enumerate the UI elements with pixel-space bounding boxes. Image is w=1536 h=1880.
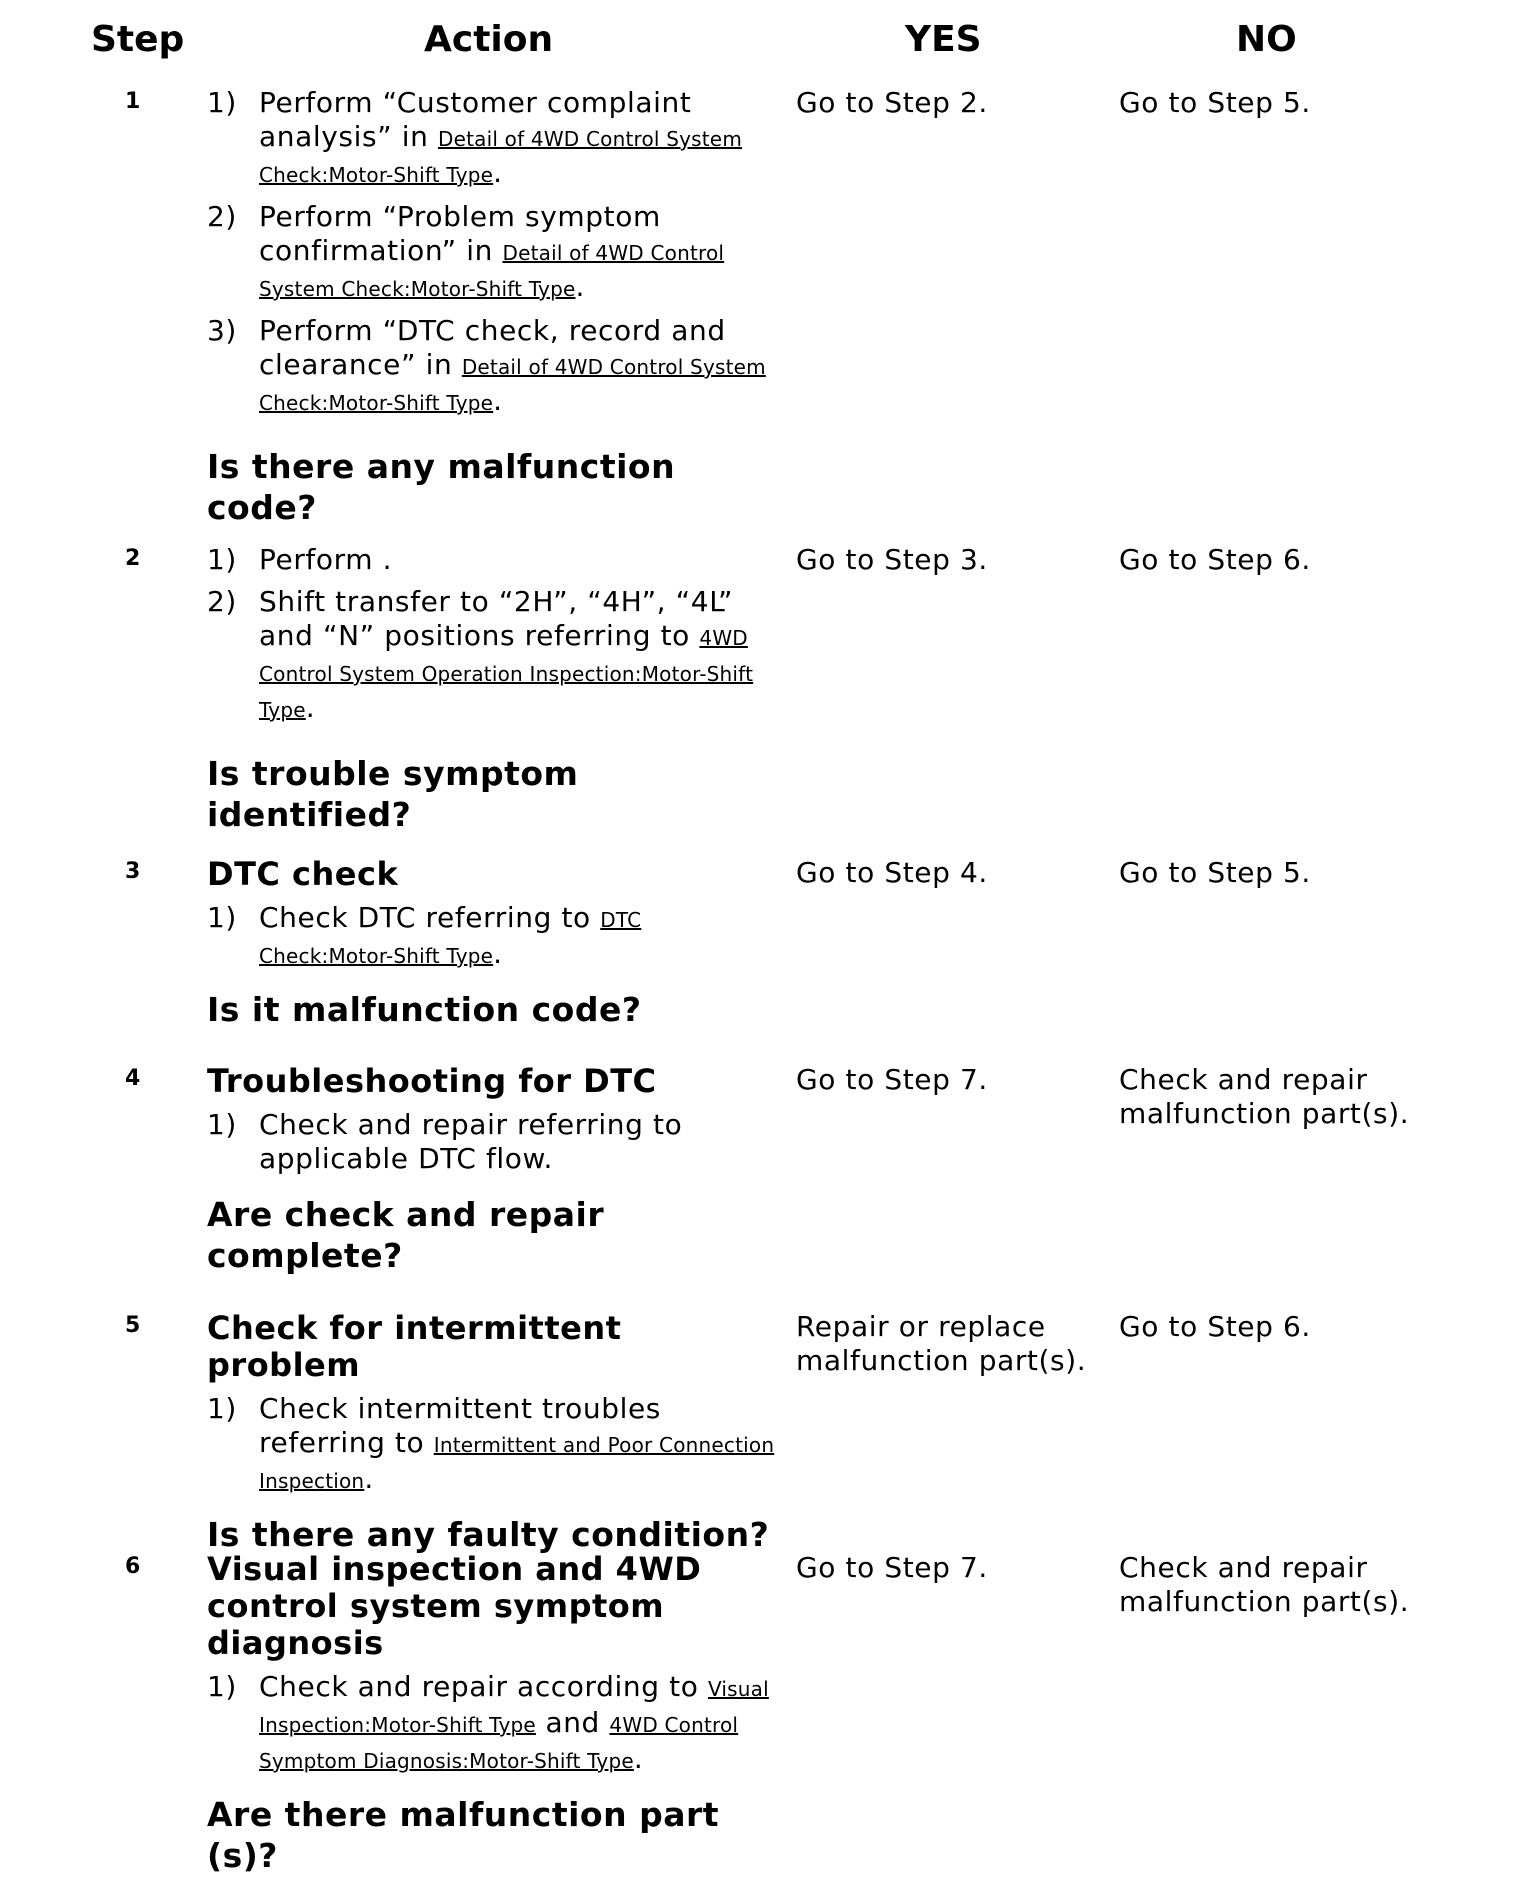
action-list xyxy=(207,901,782,973)
item-text: Check DTC referring to xyxy=(259,901,601,934)
no-cell: Go to Step 5. xyxy=(1119,856,1311,889)
item-suffix: . xyxy=(305,691,316,724)
step-number: 2 xyxy=(125,546,141,571)
item-text: Perform “Customer complaint analysis” in xyxy=(259,86,692,153)
yes-cell: Go to Step 7. xyxy=(796,1551,988,1584)
action-item xyxy=(207,585,782,727)
action-item xyxy=(207,1670,782,1778)
item-text: Shift transfer to “2H”, “4H”, “4L” and “N” positions referring to xyxy=(259,585,734,652)
item-suffix: . xyxy=(493,156,503,189)
item-number: 1) xyxy=(207,543,237,576)
item-text: Perform . xyxy=(259,543,393,576)
item-text: Perform “DTC check, record and clearance” in xyxy=(259,314,726,381)
procedure-link[interactable]: DTC Check:Motor-Shift Type xyxy=(259,908,642,968)
step-title: Troubleshooting for DTC xyxy=(207,1062,657,1100)
item-suffix: . xyxy=(493,384,503,417)
action-cell xyxy=(207,86,782,528)
item-suffix: . xyxy=(575,270,585,303)
step-title: Visual inspection and 4WD control system symptom diagnosis xyxy=(207,1550,702,1662)
header-yes: YES xyxy=(905,19,982,60)
action-item xyxy=(207,1392,782,1498)
header-action: Action xyxy=(424,19,554,60)
item-number: 1) xyxy=(207,901,237,934)
item-number: 3) xyxy=(207,314,237,347)
action-list xyxy=(207,543,782,727)
item-text: Perform “Problem symptom confirmation” in xyxy=(259,200,661,267)
step-number: 5 xyxy=(125,1313,141,1338)
step-title: Check for intermittent problem xyxy=(207,1309,622,1384)
step-question: Is it malfunction code? xyxy=(207,990,642,1029)
step-question: Are check and repair complete? xyxy=(207,1195,605,1275)
no-cell: Check and repair malfunction part(s). xyxy=(1119,1551,1410,1618)
item-number: 1) xyxy=(207,1108,237,1141)
yes-cell: Go to Step 7. xyxy=(796,1063,988,1096)
item-number: 1) xyxy=(207,1670,237,1703)
step-title: DTC check xyxy=(207,855,399,893)
step-number: 3 xyxy=(125,859,141,884)
no-cell: Go to Step 6. xyxy=(1119,543,1311,576)
action-list xyxy=(207,1670,782,1778)
step-number: 6 xyxy=(125,1554,141,1579)
action-item xyxy=(207,86,782,192)
yes-cell: Go to Step 3. xyxy=(796,543,988,576)
no-cell: Go to Step 6. xyxy=(1119,1310,1311,1343)
step-question: Is there any faulty condition? xyxy=(207,1515,770,1554)
action-item xyxy=(207,1108,782,1176)
procedure-link[interactable]: Visual Inspection:Motor-Shift Type xyxy=(259,1677,769,1737)
step-question: Is trouble symptom identified? xyxy=(207,754,579,834)
item-number: 1) xyxy=(207,86,237,119)
procedure-link[interactable]: Detail of 4WD Control System Check:Motor-Shift Type xyxy=(259,127,742,187)
no-cell: Check and repair malfunction part(s). xyxy=(1119,1063,1410,1130)
header-no: NO xyxy=(1236,19,1297,60)
action-list xyxy=(207,86,782,420)
procedure-link[interactable]: Detail of 4WD Control System Check:Motor-Shift Type xyxy=(259,355,766,415)
action-item xyxy=(207,901,782,973)
action-item xyxy=(207,200,782,306)
no-cell: Go to Step 5. xyxy=(1119,86,1311,119)
yes-cell: Repair or replace malfunction part(s). xyxy=(796,1310,1087,1377)
yes-cell: Go to Step 4. xyxy=(796,856,988,889)
step-question: Are there malfunction part (s)? xyxy=(207,1795,720,1875)
item-suffix: . xyxy=(493,937,503,970)
action-item xyxy=(207,543,782,577)
item-text: Check intermittent troubles referring to xyxy=(259,1392,661,1459)
procedure-link[interactable]: 4WD Control System Operation Inspection:Motor-Shift Type xyxy=(259,626,754,722)
item-joiner: and xyxy=(535,1706,610,1739)
item-suffix: . xyxy=(364,1462,374,1495)
action-cell xyxy=(207,1551,782,1876)
item-number: 2) xyxy=(207,585,237,618)
item-text: Check and repair referring to applicable DTC flow. xyxy=(259,1108,683,1175)
action-cell xyxy=(207,1310,782,1555)
action-item xyxy=(207,314,782,420)
item-number: 1) xyxy=(207,1392,237,1425)
item-suffix: . xyxy=(633,1742,644,1775)
action-list xyxy=(207,1108,782,1176)
procedure-link[interactable]: 4WD Control Symptom Diagnosis:Motor-Shift Type xyxy=(259,1713,739,1773)
step-question: Is there any malfunction code? xyxy=(207,447,676,527)
action-cell xyxy=(207,856,782,1030)
header-step: Step xyxy=(91,19,185,60)
step-number: 1 xyxy=(125,89,141,114)
step-number: 4 xyxy=(125,1066,141,1091)
item-text: Check and repair according to xyxy=(259,1670,708,1703)
action-cell xyxy=(207,1063,782,1276)
action-list xyxy=(207,1392,782,1498)
procedure-link[interactable]: Intermittent and Poor Connection Inspection xyxy=(259,1433,775,1493)
procedure-link[interactable]: Detail of 4WD Control System Check:Motor-Shift Type xyxy=(259,241,725,301)
action-cell xyxy=(207,543,782,835)
yes-cell: Go to Step 2. xyxy=(796,86,988,119)
item-number: 2) xyxy=(207,200,237,233)
